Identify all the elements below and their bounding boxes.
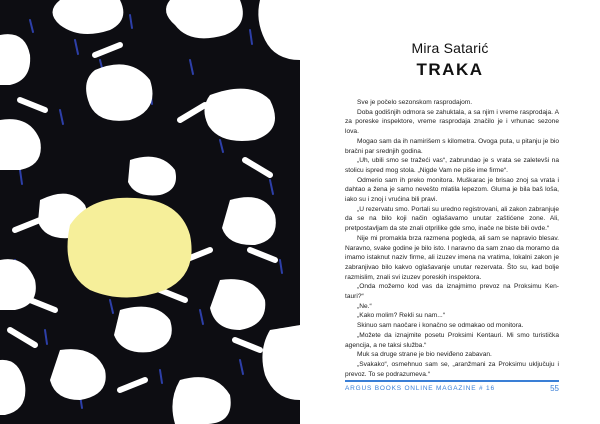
magazine-footer: ARGUS BOOKS ONLINE MAGAZINE # 16: [345, 385, 495, 392]
paragraph: Odmerio sam ih preko monitora. Muškarac je brisao znoj sa vrata i dahtao a žena je samo nevešto mlatila lepezom. Gluma je bila baš loša, iako su i znoj i vrućina bili pravi.: [345, 176, 559, 204]
paragraph: Skinuo sam naočare i konačno se odmakao od monitora.: [357, 322, 524, 330]
paragraph: Nije mi promakla brza razmena pogleda, ali sam se napravio blesav. Naravno, svake godine je bilo isto. I naravno da sam znao da moramo da imamo istaknut naziv firme, ali izuzev imena na vratima, lokalni zakon je zabranjivao bilo kakvo oglašavanje unutar rezervata. Što su, kad bolje razmislim, znali svi izuzev poreskih inspektora.: [345, 234, 559, 281]
paragraph: „Kako molim? Rekli su nam...“: [357, 312, 445, 320]
paragraph: „Možete da iznajmite posetu Proksimi Kentauri. Mi smo turistička agencija, a ne taksi služba.“: [345, 331, 559, 349]
story-title: TRAKA: [416, 60, 484, 79]
paragraph: „U rezervatu smo. Portali su uredno registrovani, ali zakon zabranjuje da se na bilo koji način oglašavamo unutar zaštićene zone. Ali, pretpostavljam da ste znali otprilike gde smo, inače ne biste bili ovde.“: [345, 205, 559, 233]
paragraph: Muk sa druge strane je bio neviđeno zabavan.: [357, 351, 492, 359]
yellow-sun-shape: [68, 198, 192, 298]
paragraph: Doba godišnjih odmora se zahuktala, a sa njim i vreme rasprodaja. A za poreske inspektore, vreme rasprodaja značilo je i vrhunac sezone lova.: [345, 108, 559, 136]
story-body: [345, 98, 559, 379]
paragraph: „Ne.“: [357, 302, 372, 310]
page-number: 55: [550, 384, 559, 393]
paragraph: Mogao sam da ih namirišem s kilometra. Ovoga puta, u pitanju je bio bračni par srednjih godina.: [345, 137, 559, 155]
paragraph: „Onda možemo kod vas da iznajmimo prevoz na Proksimu Kentauri?“: [345, 283, 559, 301]
footer-rule: [345, 380, 559, 382]
paragraph: „Uh, ubili smo se tražeći vas“, zabrundao je s vrata se zaletevši na stolicu ispred mog stola. „Nigde Vam ne piše ime firme“.: [345, 157, 559, 174]
author-name: Mira Satarić: [411, 40, 489, 56]
text-page: [300, 0, 600, 424]
paragraph: Sve je počelo sezonskom rasprodajom.: [357, 99, 473, 106]
paragraph: „Svakako“, osmehnuo sam se, „aranžmani za Proksimu uključuju i prevoz. To se podrazumeva.“: [345, 360, 559, 378]
